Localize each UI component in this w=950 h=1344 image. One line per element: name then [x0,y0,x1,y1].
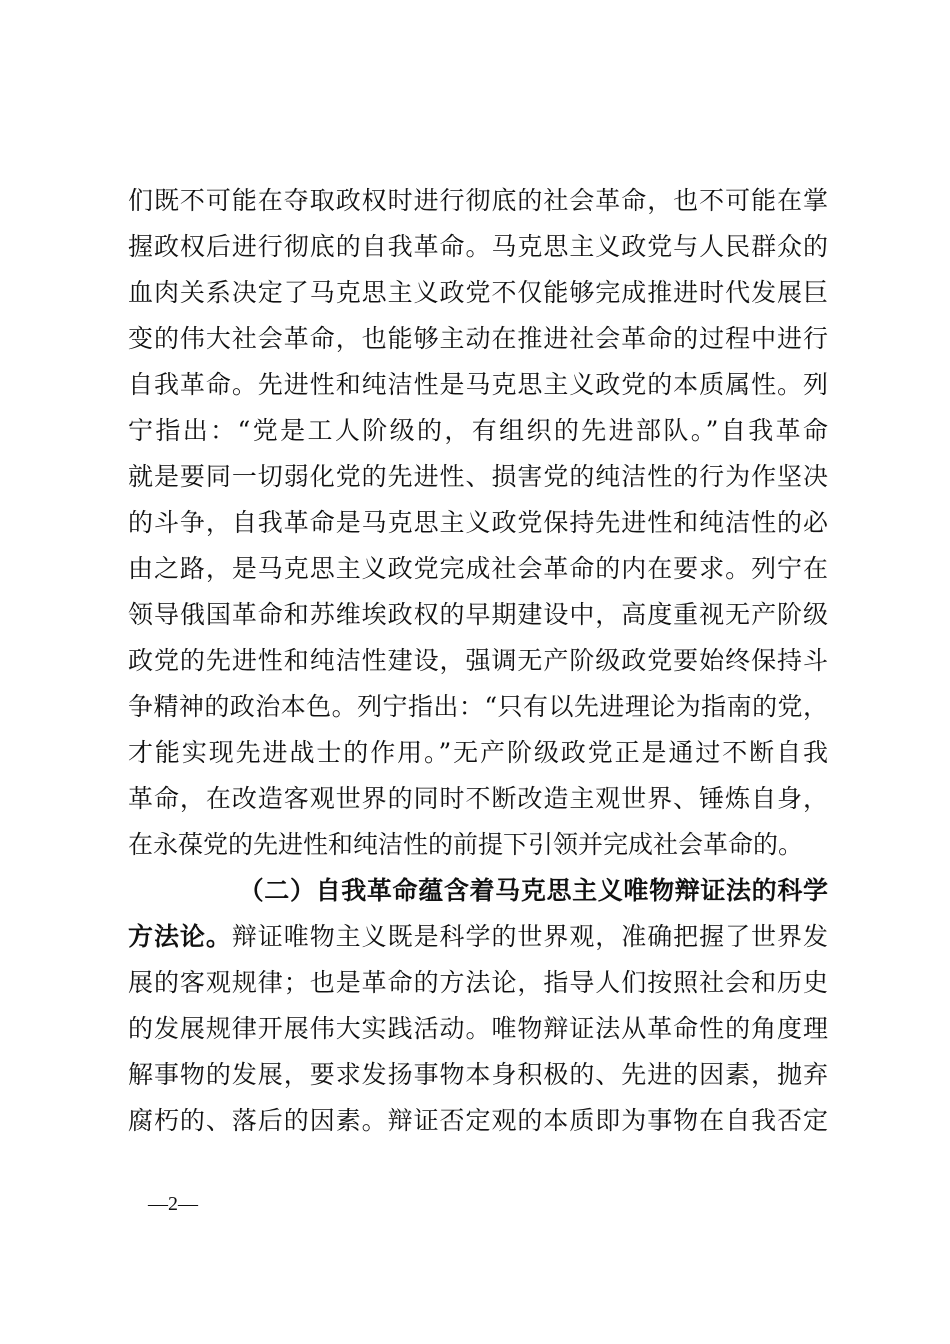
text-line: 革命，在改造客观世界的同时不断改造主观世界、锤炼自身， [128,784,828,813]
body-text [128,178,828,1144]
text-line: 在永葆党的先进性和纯洁性的前提下引领并完成社会革命的。 [128,830,804,859]
text-line: 握政权后进行彻底的自我革命。马克思主义政党与人民群众的 [128,232,828,261]
text-line: 宁指出：“党是工人阶级的，有组织的先进部队。”自我革命 [128,416,828,445]
text-line: 的斗争，自我革命是马克思主义政党保持先进性和纯洁性的必 [128,508,828,537]
text-line: 腐朽的、落后的因素。辩证否定观的本质即为事物在自我否定 [128,1106,828,1135]
text-line: 才能实现先进战士的作用。”无产阶级政党正是通过不断自我 [128,738,828,767]
text-line [128,914,828,960]
text-line: 政党的先进性和纯洁性建设，强调无产阶级政党要始终保持斗 [128,646,828,675]
text-line: 展的客观规律；也是革命的方法论，指导人们按照社会和历史 [128,968,828,997]
text-line: 自我革命。先进性和纯洁性是马克思主义政党的本质属性。列 [128,370,828,399]
section-heading: （二）自我革命蕴含着马克思主义唯物辩证法的科学 [238,876,828,905]
text-line: 们既不可能在夺取政权时进行彻底的社会革命，也不可能在掌 [128,186,828,215]
text-line: 解事物的发展，要求发扬事物本身积极的、先进的因素，抛弃 [128,1060,828,1089]
section-heading-line [128,868,828,914]
text-line: 血肉关系决定了马克思主义政党不仅能够完成推进时代发展巨 [128,278,828,307]
text-line: 争精神的政治本色。列宁指出：“只有以先进理论为指南的党， [128,692,828,721]
text-line: 由之路，是马克思主义政党完成社会革命的内在要求。列宁在 [128,554,828,583]
text-line: 的发展规律开展伟大实践活动。唯物辩证法从革命性的角度理 [128,1014,828,1043]
text-line: 领导俄国革命和苏维埃政权的早期建设中，高度重视无产阶级 [128,600,828,629]
text-fragment: 辩证唯物主义既是科学的世界观，准确把握了世界发 [231,922,828,951]
text-line: 变的伟大社会革命，也能够主动在推进社会革命的过程中进行 [128,324,828,353]
section-heading-end: 方法论。 [128,922,232,951]
page-number: —2— [148,1193,198,1215]
text-line: 就是要同一切弱化党的先进性、损害党的纯洁性的行为作坚决 [128,462,828,491]
